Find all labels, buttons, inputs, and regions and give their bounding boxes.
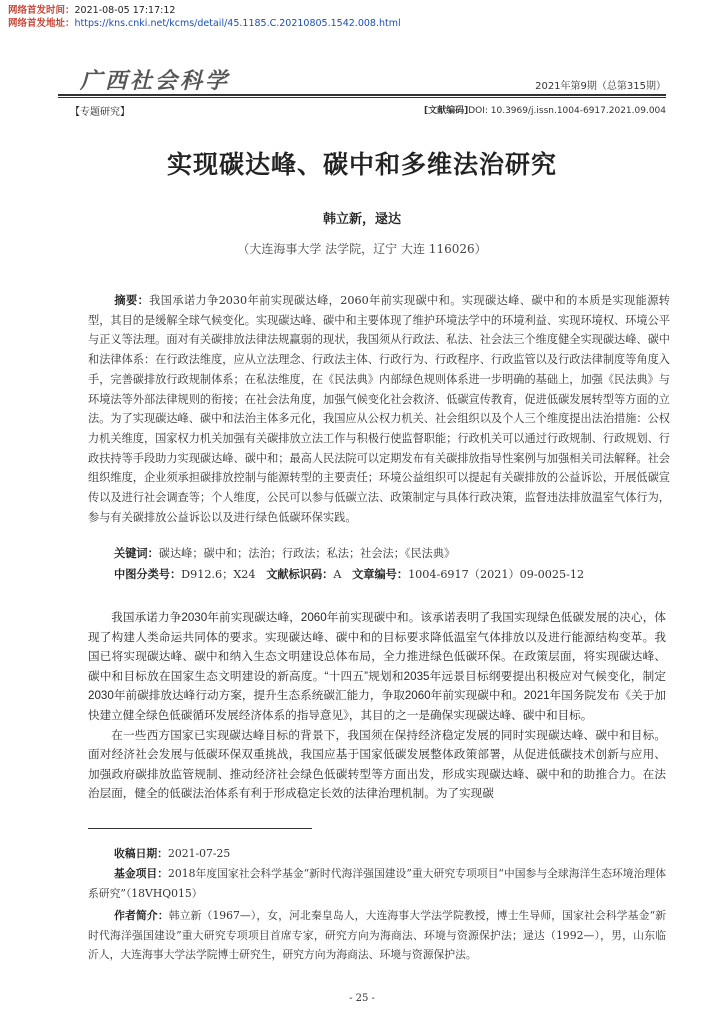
- body-text: [88, 608, 666, 804]
- cnki-header: [8, 4, 401, 30]
- body-paragraph: 在一些西方国家已实现碳达峰目标的背景下，我国须在保持经济稳定发展的同时实现碳达峰、碳中和目标。面对经济社会发展与低碳环保双重挑战，我国应基于国家低碳发展整体政策部署，从促进低碳技术创新与应用、加强政府碳排放监管规制、推动经济社会绿色低碳转型等方面出发，形成实现碳达峰、碳中和的助推合力。在法治层面，健全的低碳法治体系有利于形成稳定长效的法律治理机制。为了实现碳: [88, 728, 666, 801]
- journal-issue: 2021年第9期（总第315期）: [535, 81, 666, 92]
- header-rule-thin: [58, 97, 666, 98]
- paper-authors: 韩立新，逯达: [322, 212, 401, 227]
- fund-info: 基金项目：2018年度国家社会科学基金“新时代海洋强国建设”重大研究专项项目“中国参与全球海洋生态环境治理体系研究”（18VHQ015）: [88, 867, 666, 900]
- abstract: 摘要：我国承诺力争2030年前实现碳达峰，2060年前实现碳中和。实现碳达峰、碳中和的本质是实现能源转型，其目的是缓解全球气候变化。实现碳达峰、碳中和主要体现了维护环境法学中的环境利益、实现环境权、环境公平与正义等法理。面对有关碳排放法律法规赢弱的现状，我国须从行政法、私法、社会法三个维度健全实现碳达峰、碳中和法律体系：在行政法维度，应从立法理念、行政法主体、行政行为、行政程序、行政监管以及行政法律制度等角度入手，完善碳排放行政规制体系；在私法维度，在《民法典》内部绿色规则体系进一步明确的基础上，加强《民法典》与环境法等外部法律规则的衔接；在社会法角度，加强气候变化社会救济、低碳宣传教育，促进低碳发展转型等方面的立法。为了实现碳达峰、碳中和法治主体多元化，我国应从公权力机关、社会组织以及个人三个维度提出法治措施：公权力机关维度，国家权力机关加强有关碳排放立法工作与积极行使监督职能；行政机关可以通过行政规制、行政规划、行政扶持等手段助力实现碳达峰、碳中和；最高人民法院可以定期发布有关碳排放指导性案例与加强相关司法解释。社会组织维度，企业须承担碳排放控制与能源转型的主要责任；环境公益组织可以提起有关碳排放的公益诉讼，开展低碳宣传以及进行社会调查等；个人维度，公民可以参与低碳立法、政策制定与具体行政决策，监督违法排放温室气体行为，参与有关碳排放公益诉讼以及进行绿色低碳环保实践。: [88, 294, 670, 524]
- classification: 中图分类号：D912.6；X24 文献标识码：A 文章编号：1004-6917（2021）09-0025-12: [114, 568, 585, 581]
- header-rule: [58, 94, 666, 96]
- paper-affiliation: （大连海事大学 法学院，辽宁 大连 116026）: [237, 242, 487, 256]
- first-publish-time: 网络首发时间：2021-08-05 17:17:12: [8, 5, 176, 16]
- paper-title: 实现碳达峰、碳中和多维法治研究: [166, 150, 557, 179]
- author-bio: 作者简介：韩立新（1967—），女，河北秦皇岛人，大连海事大学法学院教授，博士生导师，国家社会科学基金“新时代海洋强国建设”重大研究专项项目首席专家，研究方向为海商法、环境与资源保护法；逯达（1992—），男，山东临沂人，大连海事大学法学院博士研究生，研究方向为海商法、环境与资源保护法。: [88, 909, 667, 961]
- footnote-rule: [88, 828, 312, 829]
- body-paragraph: 我国承诺力争2030年前实现碳达峰，2060年前实现碳中和。该承诺表明了我国实现绿色低碳发展的决心，体现了构建人类命运共同体的要求。实现碳达峰、碳中和的目标要求降低温室气体排放以及进行能源结构变革。我国已将实现碳达峰、碳中和纳入生态文明建设总体布局，全力推进绿色低碳环保。在政策层面，将实现碳达峰、碳中和目标放在国家生态文明建设的新高度。“十四五”规划和2035年远景目标纲要提出积极应对气候变化，制定2030年前碳排放达峰行动方案，提升生态系统碳汇能力，争取2060年前实现碳中和。2021年国务院发布《关于加快建立健全绿色低碳循环发展经济体系的指导意见》，其目的之一是确保实现碳达峰、碳中和目标。: [88, 611, 666, 722]
- first-publish-address: 网络首发地址：https://kns.cnki.net/kcms/detail/45.1185.C.20210805.1542.008.html: [8, 18, 401, 29]
- cnki-link[interactable]: https://kns.cnki.net/kcms/detail/45.1185.C.20210805.1542.008.html: [74, 18, 401, 29]
- doi: [文献编码]DOI: 10.3969/j.issn.1004-6917.2021.09.004: [423, 106, 666, 116]
- keywords: 关键词：碳达峰；碳中和；法治；行政法；私法；社会法；《民法典》: [114, 547, 456, 560]
- section-label: 【专题研究】: [70, 107, 130, 118]
- received-date: 收稿日期：2021-07-25: [114, 847, 231, 860]
- journal-logo: 广西社会科学: [80, 68, 231, 94]
- page-number: - 25 -: [349, 993, 375, 1004]
